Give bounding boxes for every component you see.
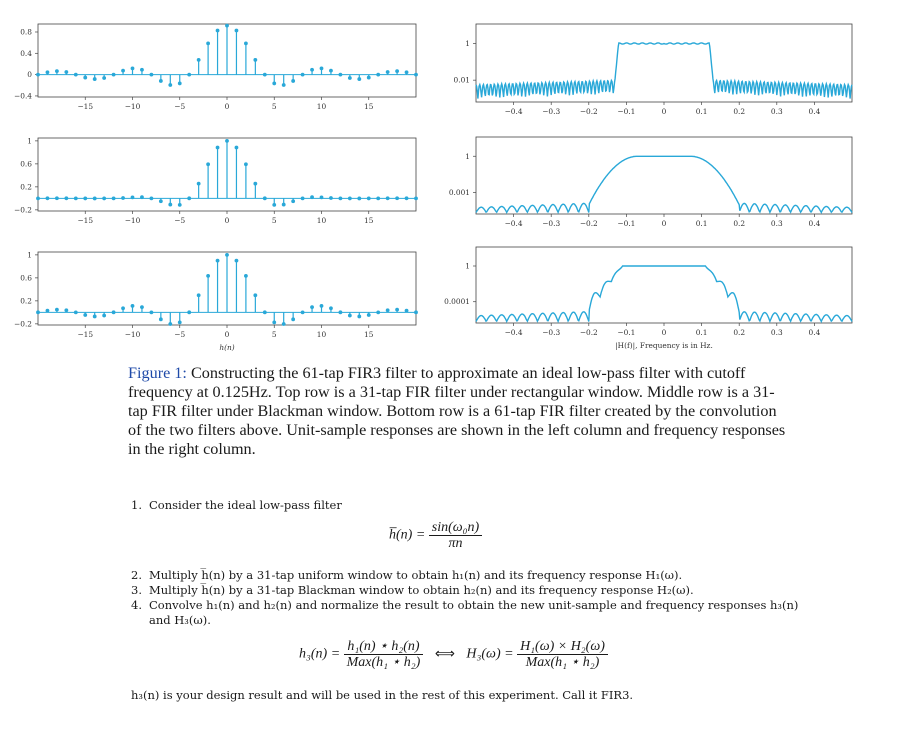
frequency-response-line: [476, 43, 852, 99]
x-tick-label: −0.3: [542, 328, 561, 337]
stem-marker: [357, 77, 361, 81]
y-tick-label: −0.2: [14, 319, 32, 329]
x-tick-label: 0.1: [695, 328, 708, 337]
stem-marker: [93, 77, 97, 81]
step-4: 4. Convolve h₁(n) and h₂(n) and normalize the result to obtain the new unit-sample and frequency responses h₃(n): [131, 598, 799, 612]
stem-marker: [310, 305, 314, 309]
stem-marker: [216, 29, 220, 33]
freq-panel-2: [449, 137, 852, 228]
stem-marker: [83, 313, 87, 317]
stem-marker: [168, 322, 172, 326]
stem-marker: [168, 83, 172, 87]
y-tick-label: 0.6: [20, 273, 32, 283]
stem-marker: [159, 79, 163, 83]
stem-marker: [216, 259, 220, 263]
stem-marker: [140, 305, 144, 309]
x-tick-label: 5: [271, 330, 277, 339]
impulse-panel-2: [14, 136, 418, 225]
x-axis-label: |H(f)|, Frequency is in Hz.: [615, 341, 713, 350]
equation-h3: h₃(n) = $\frac{\text{h₁(n) ⋆ h₂(n)}}{\text{Max(h₁ ⋆ h₂)}}$ ⟺ H₃(ω) = $\frac{\text{H₁(ω) × H₂(ω)}}{\text{Max(h₁ ⋆ h₂)}}$: [299, 639, 608, 670]
stem-marker: [206, 41, 210, 45]
y-tick-label: 0.0001: [444, 297, 470, 307]
step-1: 1. Consider the ideal low-pass filter: [131, 498, 342, 512]
freq-panel-1: [454, 24, 852, 116]
stem-marker: [102, 314, 106, 318]
frequency-response-line: [476, 266, 852, 322]
stem-marker: [310, 68, 314, 72]
stem-marker: [320, 304, 324, 308]
y-tick-label: 0.2: [20, 182, 32, 192]
stem-marker: [64, 308, 68, 312]
stem-marker: [282, 322, 286, 326]
y-tick-label: 1: [465, 151, 470, 161]
x-tick-label: −0.2: [579, 328, 598, 337]
x-tick-label: 0: [661, 107, 667, 116]
stem-marker: [235, 146, 239, 150]
stem-marker: [367, 313, 371, 317]
stem-marker: [197, 58, 201, 62]
stem-marker: [121, 69, 125, 73]
x-tick-label: 10: [316, 102, 327, 111]
x-tick-label: −10: [124, 216, 141, 225]
x-tick-label: −0.2: [579, 219, 598, 228]
stem-marker: [367, 76, 371, 80]
stem-marker: [225, 24, 229, 28]
x-tick-label: −15: [77, 102, 94, 111]
x-tick-label: 5: [271, 102, 277, 111]
stem-marker: [55, 308, 59, 312]
y-tick-label: 0.01: [453, 75, 470, 85]
stem-marker: [329, 306, 333, 310]
x-tick-label: −0.3: [542, 107, 561, 116]
caption-text: Constructing the 61-tap FIR3 filter to approximate an ideal low-pass filter with cutoff frequency at 0.125Hz. Top row is a 31-tap FIR filter under rectangular window. Middle row is a 31-tap FIR filter under Blackman window. Bottom row is a 61-tap FIR filter created by the convolution of the two filters above. Unit-sample responses are shown in the left column and frequency responses in the right column.: [128, 364, 786, 458]
step-3: 3. Multiply h̅(n) by a 31-tap Blackman window to obtain h₂(n) and its frequency response H₂(ω).: [131, 583, 694, 597]
stem-marker: [197, 293, 201, 297]
stem-marker: [386, 70, 390, 74]
y-tick-label: 0.2: [20, 296, 32, 306]
x-tick-label: 0: [224, 330, 230, 339]
stem-marker: [235, 29, 239, 33]
freq-panel-3: [444, 247, 852, 350]
stem-marker: [253, 293, 257, 297]
x-tick-label: 15: [364, 216, 374, 225]
axes-frame: [476, 247, 852, 323]
stem-marker: [272, 320, 276, 324]
stem-marker: [291, 199, 295, 203]
stem-marker: [178, 320, 182, 324]
x-tick-label: 0.2: [733, 328, 746, 337]
stem-marker: [225, 253, 229, 257]
x-tick-label: −5: [174, 216, 186, 225]
stem-marker: [282, 83, 286, 87]
stem-marker: [64, 70, 68, 74]
stem-marker: [282, 203, 286, 207]
stem-marker: [225, 139, 229, 143]
stem-marker: [55, 69, 59, 73]
x-axis-label: h(n): [219, 343, 235, 352]
stem-marker: [140, 68, 144, 72]
x-tick-label: 0: [661, 219, 667, 228]
x-tick-label: 0: [661, 328, 667, 337]
stem-marker: [357, 315, 361, 319]
stem-marker: [46, 70, 50, 74]
stem-marker: [395, 69, 399, 73]
x-tick-label: −0.4: [504, 219, 523, 228]
stem-marker: [253, 182, 257, 186]
stem-marker: [235, 259, 239, 263]
x-tick-label: 0.2: [733, 219, 746, 228]
equation-ideal-lowpass: h̅(n) = $\frac{\text{sin(ω₀n)}}{\pi n}$: [389, 520, 482, 551]
stem-marker: [395, 308, 399, 312]
x-tick-label: 0: [224, 102, 230, 111]
x-tick-label: −15: [77, 330, 94, 339]
stem-marker: [291, 79, 295, 83]
y-tick-label: 1: [27, 136, 32, 146]
x-tick-label: 10: [316, 216, 327, 225]
step-4-continued: and H₃(ω).: [149, 613, 211, 627]
stem-marker: [131, 304, 135, 308]
y-tick-label: 1: [465, 39, 470, 48]
y-tick-label: 0.8: [20, 27, 32, 37]
x-tick-label: 0.3: [770, 219, 783, 228]
stem-marker: [178, 82, 182, 86]
stem-marker: [206, 162, 210, 166]
x-tick-label: −5: [174, 330, 186, 339]
x-tick-label: −0.2: [579, 107, 598, 116]
y-tick-label: 0: [27, 70, 32, 80]
stem-marker: [206, 274, 210, 278]
y-tick-label: 1: [465, 261, 470, 271]
y-tick-label: 0.001: [448, 187, 470, 197]
x-tick-label: 0.3: [770, 328, 783, 337]
stem-marker: [348, 314, 352, 318]
x-tick-label: 5: [271, 216, 277, 225]
x-tick-label: −10: [124, 330, 141, 339]
y-tick-label: 0.4: [20, 48, 32, 58]
x-tick-label: 0.4: [808, 107, 821, 116]
figure-caption: [128, 364, 794, 459]
x-tick-label: 15: [364, 330, 374, 339]
x-tick-label: −5: [174, 102, 186, 111]
stem-marker: [244, 274, 248, 278]
x-tick-label: 10: [316, 330, 327, 339]
stem-marker: [272, 203, 276, 207]
y-tick-label: −0.4: [14, 91, 32, 101]
caption-label: Figure 1:: [128, 364, 187, 382]
impulse-panel-3: [14, 250, 418, 352]
y-tick-label: 1: [27, 250, 32, 260]
step-2: 2. Multiply h̅(n) by a 31-tap uniform window to obtain h₁(n) and its frequency response H₁(ω).: [131, 568, 683, 582]
axes-frame: [476, 137, 852, 214]
stem-marker: [244, 41, 248, 45]
stem-marker: [405, 70, 409, 74]
stem-marker: [197, 182, 201, 186]
stem-marker: [320, 66, 324, 70]
stem-marker: [178, 203, 182, 207]
x-tick-label: −0.1: [617, 219, 636, 228]
x-tick-label: −0.4: [504, 107, 523, 116]
stem-marker: [83, 76, 87, 80]
x-tick-label: −0.1: [617, 107, 636, 116]
frequency-response-line: [476, 156, 852, 212]
stem-marker: [244, 162, 248, 166]
stem-marker: [93, 315, 97, 319]
stem-marker: [131, 66, 135, 70]
x-tick-label: 0.1: [695, 107, 708, 116]
x-tick-label: 0.1: [695, 219, 708, 228]
x-tick-label: −0.1: [617, 328, 636, 337]
figure-1: [0, 0, 901, 362]
x-tick-label: 0: [224, 216, 230, 225]
x-tick-label: 0.4: [808, 328, 821, 337]
stem-marker: [159, 317, 163, 321]
stem-marker: [121, 306, 125, 310]
stem-marker: [159, 199, 163, 203]
x-tick-label: −10: [124, 102, 141, 111]
x-tick-label: 0.3: [770, 107, 783, 116]
impulse-panel-1: [14, 24, 418, 111]
x-tick-label: −0.3: [542, 219, 561, 228]
stem-marker: [291, 317, 295, 321]
x-tick-label: −15: [77, 216, 94, 225]
final-note: h₃(n) is your design result and will be used in the rest of this experiment. Call it FIR3.: [131, 688, 634, 702]
x-tick-label: −0.4: [504, 328, 523, 337]
y-tick-label: −0.2: [14, 205, 32, 215]
y-tick-label: 0.6: [20, 159, 32, 169]
stem-marker: [253, 58, 257, 62]
stem-marker: [102, 76, 106, 80]
x-tick-label: 15: [364, 102, 374, 111]
x-tick-label: 0.4: [808, 219, 821, 228]
stem-marker: [168, 203, 172, 207]
stem-marker: [329, 69, 333, 73]
stem-marker: [386, 308, 390, 312]
stem-marker: [348, 76, 352, 80]
stem-marker: [272, 82, 276, 86]
stem-marker: [216, 146, 220, 150]
x-tick-label: 0.2: [733, 107, 746, 116]
